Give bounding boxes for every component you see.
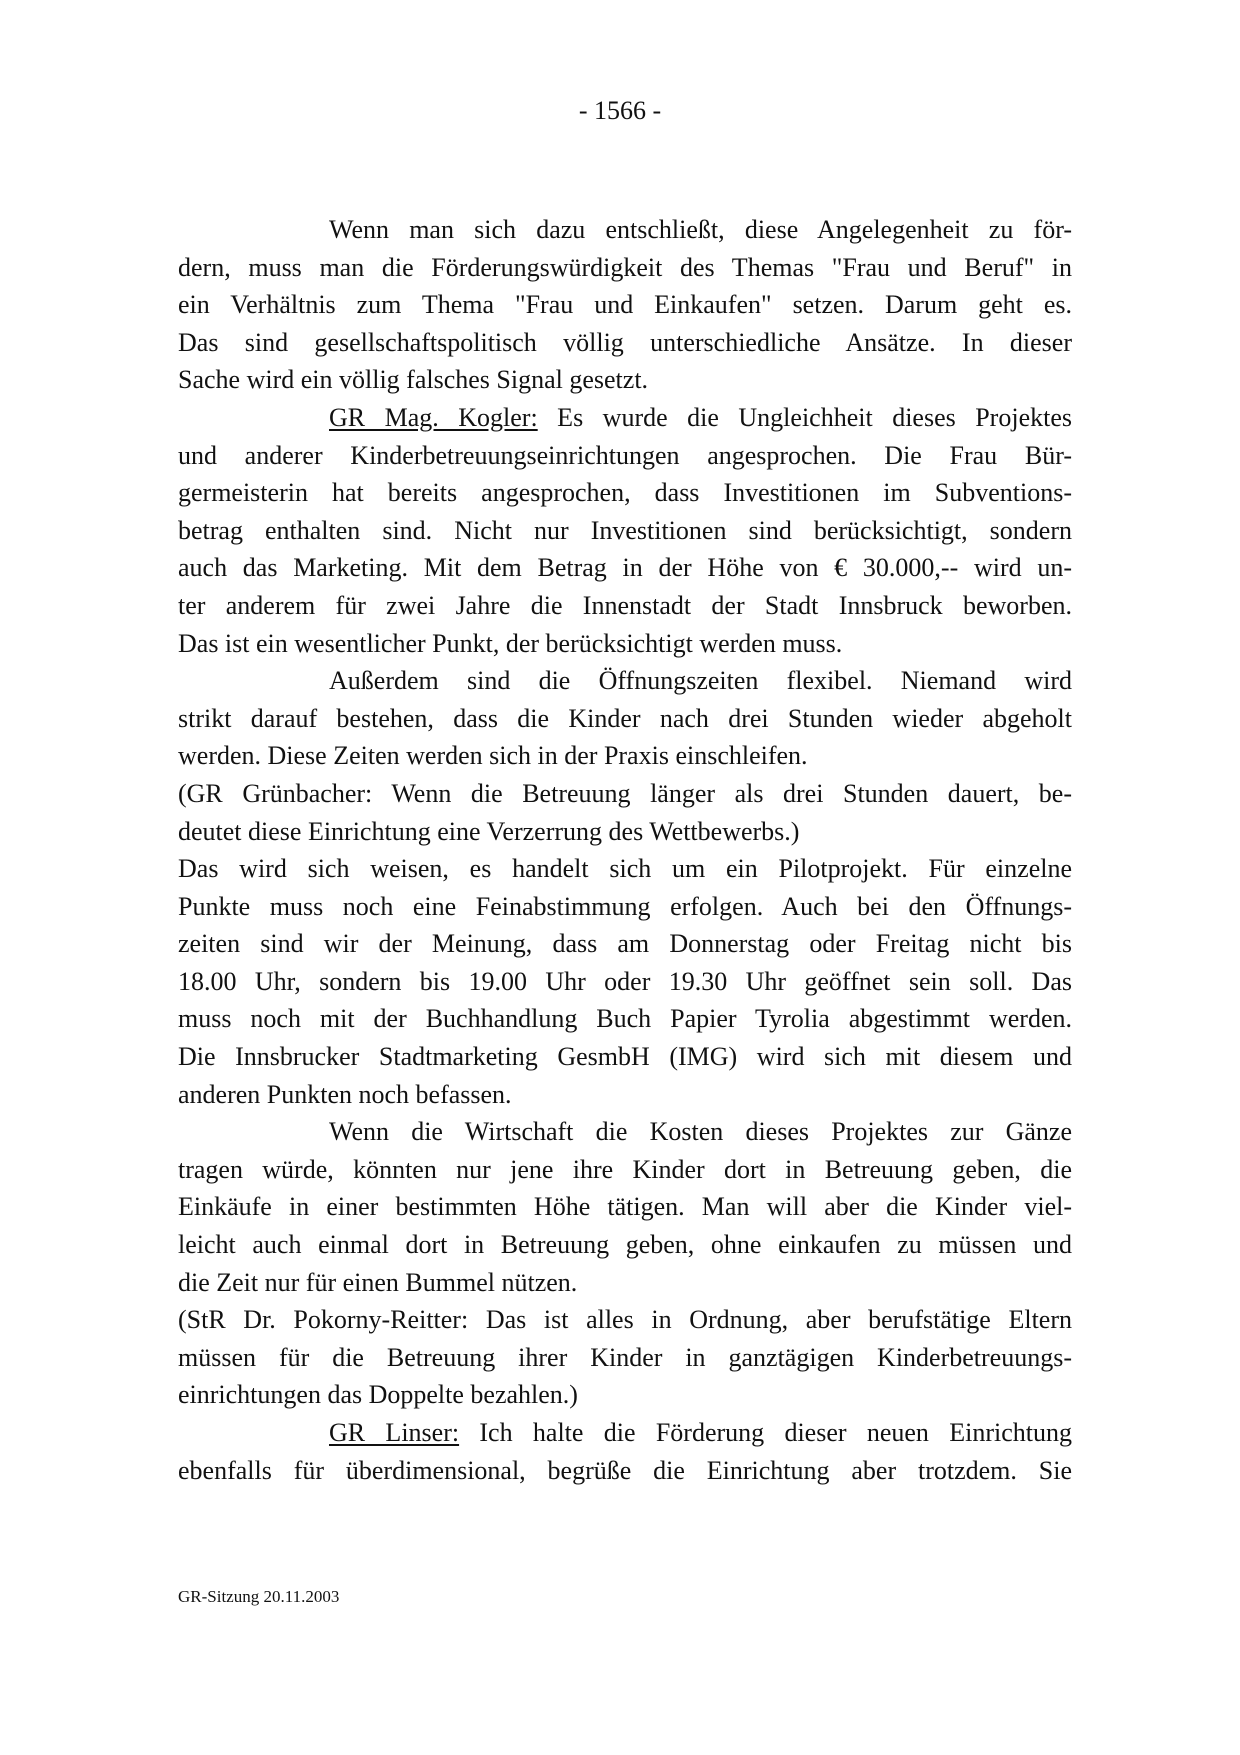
line-text: anderen Punkten noch befassen.: [178, 1079, 512, 1109]
text-line: [178, 888, 1072, 926]
text-line: [178, 549, 1072, 587]
line-text: Es wurde die Ungleichheit dieses Projektes: [537, 402, 1072, 432]
text-line: [178, 399, 1072, 437]
line-text: Wenn die Wirtschaft die Kosten dieses Projektes zur Gänze: [329, 1117, 1072, 1147]
line-text: 18.00 Uhr, sondern bis 19.00 Uhr oder 19.30 Uhr geöffnet sein soll. Das: [178, 966, 1072, 996]
text-line: [178, 512, 1072, 550]
text-line: [178, 437, 1072, 475]
speaker-name: GR Mag. Kogler:: [329, 402, 538, 432]
line-text: (StR Dr. Pokorny-Reitter: Das ist alles in Ordnung, aber berufstätige Eltern: [178, 1305, 1072, 1335]
text-line: [178, 1151, 1072, 1189]
line-text: zeiten sind wir der Meinung, dass am Donnerstag oder Freitag nicht bis: [178, 929, 1072, 959]
line-text: Außerdem sind die Öffnungszeiten flexibel. Niemand wird: [329, 666, 1072, 696]
text-line: [178, 324, 1072, 362]
line-text: und anderer Kinderbetreuungseinrichtungen angesprochen. Die Frau Bür-: [178, 440, 1072, 470]
line-text: Einkäufe in einer bestimmten Höhe tätigen. Man will aber die Kinder viel-: [178, 1192, 1072, 1222]
text-line: [178, 474, 1072, 512]
text-line: [178, 662, 1072, 700]
text-line: [178, 1376, 1072, 1414]
text-line: [178, 361, 1072, 399]
text-line: [178, 211, 1072, 249]
text-line: [178, 925, 1072, 963]
text-line: [178, 737, 1072, 775]
text-line: [178, 1339, 1072, 1377]
line-text: Sache wird ein völlig falsches Signal gesetzt.: [178, 365, 649, 395]
text-line: [178, 1414, 1072, 1452]
text-line: [178, 1038, 1072, 1076]
speaker-name: GR Linser:: [329, 1418, 460, 1447]
text-line: [178, 1188, 1072, 1226]
text-line: [178, 775, 1072, 813]
line-text: leicht auch einmal dort in Betreuung geben, ohne einkaufen zu müssen und: [178, 1230, 1072, 1260]
text-line: [178, 1264, 1072, 1302]
text-line: [178, 700, 1072, 738]
text-line: [178, 1113, 1072, 1151]
line-text: Das wird sich weisen, es handelt sich um ein Pilotprojekt. Für einzelne: [178, 854, 1072, 884]
line-text: strikt darauf bestehen, dass die Kinder nach drei Stunden wieder abgeholt: [178, 703, 1072, 733]
line-text: ebenfalls für überdimensional, begrüße die Einrichtung aber trotzdem. Sie: [178, 1455, 1072, 1485]
text-line: [178, 813, 1072, 851]
text-line: [178, 1226, 1072, 1264]
text-line: [178, 625, 1072, 663]
line-text: betrag enthalten sind. Nicht nur Investitionen sind berücksichtigt, sondern: [178, 515, 1072, 545]
line-text: muss noch mit der Buchhandlung Buch Papier Tyrolia abgestimmt werden.: [178, 1004, 1072, 1034]
text-line: [178, 587, 1072, 625]
line-text: (GR Grünbacher: Wenn die Betreuung länger als drei Stunden dauert, be-: [178, 778, 1072, 808]
text-line: [178, 1301, 1072, 1339]
page-number: - 1566 -: [578, 96, 662, 125]
line-text: Punkte muss noch eine Feinabstimmung erfolgen. Auch bei den Öffnungs-: [178, 891, 1072, 921]
line-text: Die Innsbrucker Stadtmarketing GesmbH (IMG) wird sich mit diesem und: [178, 1042, 1072, 1072]
document-body: [178, 211, 1072, 1489]
line-text: auch das Marketing. Mit dem Betrag in der Höhe von € 30.000,-- wird un-: [178, 553, 1072, 583]
line-text: deutet diese Einrichtung eine Verzerrung des Wettbewerbs.): [178, 816, 800, 846]
line-text: müssen für die Betreuung ihrer Kinder in ganztägigen Kinderbetreuungs-: [178, 1342, 1072, 1372]
line-text: Wenn man sich dazu entschließt, diese Angelegenheit zu för-: [329, 215, 1072, 244]
line-text: ter anderem für zwei Jahre die Innenstadt der Stadt Innsbruck beworben.: [178, 590, 1072, 620]
line-text: tragen würde, könnten nur jene ihre Kinder dort in Betreuung geben, die: [178, 1154, 1072, 1184]
line-text: germeisterin hat bereits angesprochen, dass Investitionen im Subventions-: [178, 478, 1072, 508]
text-line: [178, 1000, 1072, 1038]
text-line: [178, 1452, 1072, 1490]
line-text: einrichtungen das Doppelte bezahlen.): [178, 1380, 578, 1410]
line-text: Ich halte die Förderung dieser neuen Einrichtung: [459, 1418, 1072, 1447]
footer-session-date: GR-Sitzung 20.11.2003: [178, 1587, 340, 1606]
line-text: Das ist ein wesentlicher Punkt, der berücksichtigt werden muss.: [178, 628, 843, 658]
text-line: [178, 249, 1072, 287]
line-text: die Zeit nur für einen Bummel nützen.: [178, 1267, 578, 1297]
text-line: [178, 1076, 1072, 1114]
line-text: Das sind gesellschaftspolitisch völlig unterschiedliche Ansätze. In dieser: [178, 327, 1072, 357]
line-text: ein Verhältnis zum Thema "Frau und Einkaufen" setzen. Darum geht es.: [178, 290, 1072, 320]
line-text: dern, muss man die Förderungswürdigkeit des Themas "Frau und Beruf" in: [178, 252, 1072, 282]
text-line: [178, 850, 1072, 888]
line-text: werden. Diese Zeiten werden sich in der Praxis einschleifen.: [178, 741, 808, 771]
text-line: [178, 286, 1072, 324]
text-line: [178, 963, 1072, 1001]
